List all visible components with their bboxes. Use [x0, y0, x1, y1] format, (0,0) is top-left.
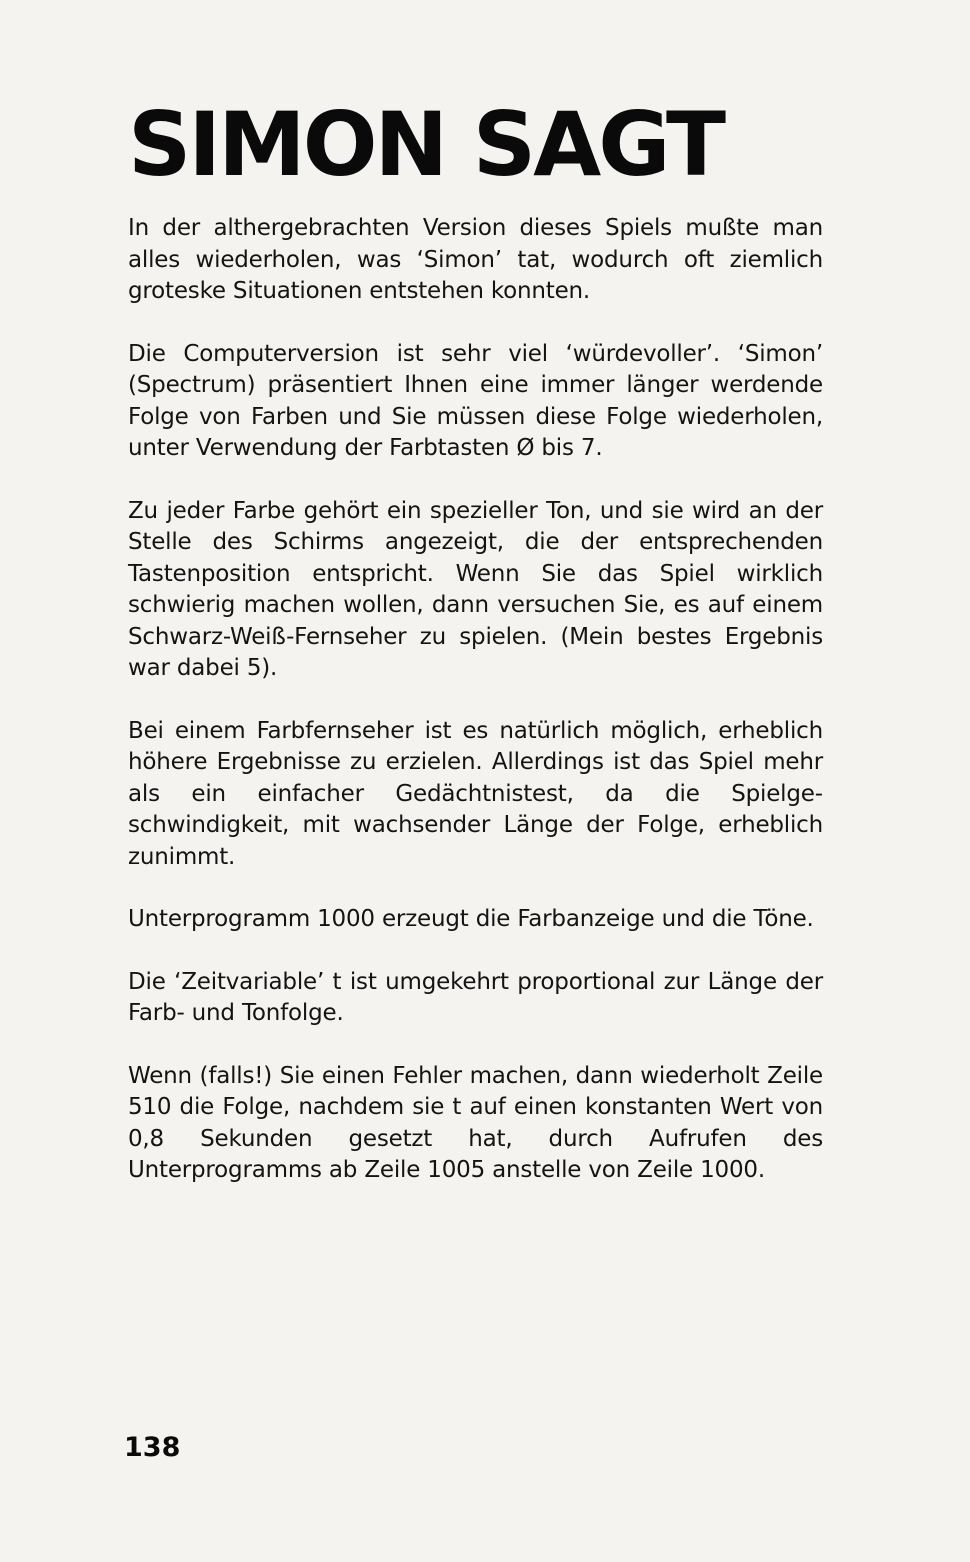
paragraph-color-tv: Bei einem Farbfernseher ist es natürlich möglich, erheblich höhere Ergebnisse zu erzielen. Allerdings ist das Spiel mehr als ein einfacher Gedächtnistest, da die Spielgeschwindigkeit, mit wachsender Länge der Folge, erheblich zunimmt. [128, 717, 823, 870]
paragraph-colors-and-tones: Zu jeder Farbe gehört ein spezieller Ton, und sie wird an der Stelle des Schirms angezeigt, die der entsprechenden Tastenposition entspricht. Wenn Sie das Spiel wirklich schwierig machen wollen, dann versuchen Sie, es auf einem Schwarz-Weiß-Fernseher zu spielen. (Mein bestes Ergebnis war dabei 5). [128, 497, 823, 681]
paragraph-time-variable: Die ‘Zeitvariable’ t ist umgekehrt proportional zur Länge der Farb- und Tonfolge. [128, 968, 823, 1026]
paragraph-error-handling: Wenn (falls!) Sie einen Fehler machen, dann wiederholt Zeile 510 die Folge, nachdem sie t auf einen konstanten Wert von 0,8 Sekunden gesetzt hat, durch Aufrufen des Unterprogramms ab Zeile 1005 anstelle von Zeile 1000. [128, 1062, 823, 1183]
body-text [128, 213, 823, 1218]
page-title: SIMON SAGT [128, 93, 723, 196]
page-number: 138 [124, 1432, 181, 1463]
paragraph-intro: In der althergebrachten Version dieses Spiels mußte man alles wiederholen, was ‘Simon’ tat, wodurch oft ziemlich groteske Situationen entstehen konnten. [128, 215, 823, 304]
paragraph-subroutine: Unterprogramm 1000 erzeugt die Farbanzeige und die Töne. [128, 906, 814, 932]
paragraph-computer-version: Die Computerversion ist sehr viel ‘würdevoller’. ‘Simon’ (Spectrum) präsentiert Ihnen eine immer länger werdende Folge von Farben und Sie müssen diese Folge wiederholen, unter Verwendung der Farbtasten Ø bis 7. [128, 340, 823, 461]
